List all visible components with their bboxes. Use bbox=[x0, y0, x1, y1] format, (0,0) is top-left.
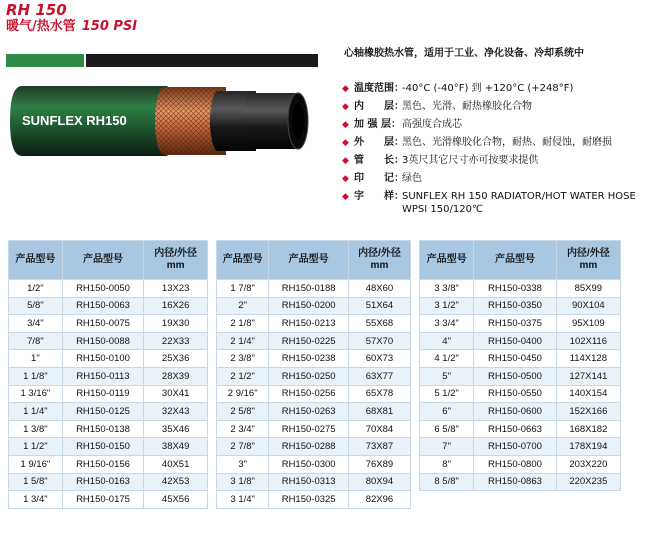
cell-size: 1 3/8" bbox=[9, 420, 63, 438]
cell-size: 5" bbox=[420, 367, 474, 385]
cell-diameter: 28X39 bbox=[144, 367, 208, 385]
cell-model: RH150-0200 bbox=[269, 297, 349, 315]
spec-row bbox=[342, 118, 658, 132]
cell-size: 6" bbox=[420, 403, 474, 421]
column-header-size: 产品型号 bbox=[420, 241, 474, 280]
cell-diameter: 85X99 bbox=[556, 280, 620, 298]
spec-value: SUNFLEX RH 150 RADIATOR/HOT WATER HOSE WPSI 150/120℃ bbox=[402, 191, 636, 215]
cell-diameter: 57X70 bbox=[348, 332, 410, 350]
cell-diameter: 42X53 bbox=[144, 473, 208, 491]
bullet-icon: ◆ bbox=[342, 120, 349, 130]
cell-model: RH150-0075 bbox=[62, 315, 144, 333]
bullet-icon: ◆ bbox=[342, 174, 349, 184]
cell-size: 2 9/16" bbox=[217, 385, 269, 403]
column-header-model: 产品型号 bbox=[269, 241, 349, 280]
table-row bbox=[420, 297, 621, 315]
table-row bbox=[217, 315, 411, 333]
column-header-diameter bbox=[348, 241, 410, 280]
cell-model: RH150-0100 bbox=[62, 350, 144, 368]
table-row bbox=[420, 385, 621, 403]
cell-diameter: 55X68 bbox=[348, 315, 410, 333]
cell-model: RH150-0156 bbox=[62, 455, 144, 473]
spec-label: 加 强 层： bbox=[354, 119, 401, 130]
cell-size: 1 1/4" bbox=[9, 403, 63, 421]
diameter-label: 内径/外径 bbox=[358, 248, 401, 259]
cell-model: RH150-0050 bbox=[62, 280, 144, 298]
table-row bbox=[420, 332, 621, 350]
bullet-icon: ◆ bbox=[342, 192, 349, 202]
subtitle-text: 暖气/热水管 bbox=[6, 19, 76, 34]
cell-size: 2 5/8" bbox=[217, 403, 269, 421]
cell-diameter: 38X49 bbox=[144, 438, 208, 456]
table-row bbox=[217, 332, 411, 350]
diameter-unit: mm bbox=[370, 260, 389, 271]
spec-value: 黑色、光滑、耐热橡胶化合物 bbox=[402, 101, 532, 112]
table-row bbox=[9, 491, 208, 509]
cell-model: RH150-0063 bbox=[62, 297, 144, 315]
cell-model: RH150-0338 bbox=[474, 280, 556, 298]
cell-diameter: 19X30 bbox=[144, 315, 208, 333]
cell-size: 3 1/8" bbox=[217, 473, 269, 491]
cell-diameter: 30X41 bbox=[144, 385, 208, 403]
black-color-swatch bbox=[86, 54, 318, 67]
cell-size: 8" bbox=[420, 455, 474, 473]
cell-size: 2" bbox=[217, 297, 269, 315]
cell-model: RH150-0213 bbox=[269, 315, 349, 333]
cell-model: RH150-0375 bbox=[474, 315, 556, 333]
size-table-2 bbox=[216, 240, 411, 509]
cell-size: 6 5/8" bbox=[420, 420, 474, 438]
cell-diameter: 127X141 bbox=[556, 367, 620, 385]
cell-diameter: 65X78 bbox=[348, 385, 410, 403]
table-row bbox=[9, 297, 208, 315]
column-header-diameter bbox=[144, 241, 208, 280]
cell-model: RH150-0288 bbox=[269, 438, 349, 456]
cell-size: 1 3/4" bbox=[9, 491, 63, 509]
spec-label: 内 层： bbox=[354, 101, 404, 112]
cell-diameter: 220X235 bbox=[556, 473, 620, 491]
table-row bbox=[420, 350, 621, 368]
table-row bbox=[9, 280, 208, 298]
spec-label: 印 记： bbox=[354, 173, 404, 184]
table-row bbox=[9, 420, 208, 438]
cell-diameter: 152X166 bbox=[556, 403, 620, 421]
cell-diameter: 102X116 bbox=[556, 332, 620, 350]
cell-size: 3" bbox=[217, 455, 269, 473]
cell-model: RH150-0600 bbox=[474, 403, 556, 421]
spec-row bbox=[342, 136, 658, 150]
cell-diameter: 32X43 bbox=[144, 403, 208, 421]
column-header-model: 产品型号 bbox=[474, 241, 556, 280]
cell-size: 7" bbox=[420, 438, 474, 456]
cell-diameter: 178X194 bbox=[556, 438, 620, 456]
cell-size: 3 1/2" bbox=[420, 297, 474, 315]
column-header-size: 产品型号 bbox=[217, 241, 269, 280]
cell-size: 2 1/2" bbox=[217, 367, 269, 385]
diameter-label: 内径/外径 bbox=[566, 248, 610, 259]
cell-model: RH150-0150 bbox=[62, 438, 144, 456]
cell-size: 2 7/8" bbox=[217, 438, 269, 456]
table-row bbox=[217, 350, 411, 368]
table-row bbox=[217, 455, 411, 473]
diameter-unit: mm bbox=[579, 260, 598, 271]
cell-size: 2 3/8" bbox=[217, 350, 269, 368]
hose-image bbox=[6, 76, 318, 166]
table-row bbox=[217, 438, 411, 456]
table-row bbox=[420, 367, 621, 385]
bullet-icon: ◆ bbox=[342, 138, 349, 148]
cell-diameter: 68X81 bbox=[348, 403, 410, 421]
cell-size: 8 5/8" bbox=[420, 473, 474, 491]
column-header-size: 产品型号 bbox=[9, 241, 63, 280]
size-table-3 bbox=[419, 240, 621, 491]
product-title: RH 150 bbox=[6, 1, 67, 19]
spec-value: 3英尺其它尺寸亦可按要求提供 bbox=[402, 155, 539, 166]
spec-value: -40°C (-40°F) 到 +120°C (+248°F) bbox=[402, 83, 574, 94]
cell-diameter: 140X154 bbox=[556, 385, 620, 403]
cell-diameter: 35X46 bbox=[144, 420, 208, 438]
cell-diameter: 70X84 bbox=[348, 420, 410, 438]
cell-model: RH150-0313 bbox=[269, 473, 349, 491]
table-row bbox=[217, 473, 411, 491]
cell-diameter: 48X60 bbox=[348, 280, 410, 298]
cell-model: RH150-0500 bbox=[474, 367, 556, 385]
spec-row bbox=[342, 100, 658, 114]
cell-model: RH150-0225 bbox=[269, 332, 349, 350]
spec-label: 外 层： bbox=[354, 137, 404, 148]
table-row bbox=[217, 367, 411, 385]
cell-size: 3 1/4" bbox=[217, 491, 269, 509]
table-row bbox=[217, 420, 411, 438]
cell-model: RH150-0700 bbox=[474, 438, 556, 456]
cell-diameter: 168X182 bbox=[556, 420, 620, 438]
cell-size: 4" bbox=[420, 332, 474, 350]
cell-size: 1 1/2" bbox=[9, 438, 63, 456]
table-row bbox=[217, 297, 411, 315]
table-row bbox=[9, 403, 208, 421]
cell-diameter: 203X220 bbox=[556, 455, 620, 473]
cell-model: RH150-0119 bbox=[62, 385, 144, 403]
spec-value: 高强度合成芯 bbox=[402, 119, 462, 130]
table-row bbox=[217, 385, 411, 403]
cell-model: RH150-0250 bbox=[269, 367, 349, 385]
cell-size: 5/8" bbox=[9, 297, 63, 315]
cell-diameter: 76X89 bbox=[348, 455, 410, 473]
cell-size: 1 9/16" bbox=[9, 455, 63, 473]
cell-model: RH150-0188 bbox=[269, 280, 349, 298]
spec-row bbox=[342, 190, 658, 216]
table-row bbox=[9, 367, 208, 385]
table-row bbox=[9, 385, 208, 403]
diameter-label: 内径/外径 bbox=[154, 248, 198, 259]
cell-model: RH150-0275 bbox=[269, 420, 349, 438]
cell-diameter: 60X73 bbox=[348, 350, 410, 368]
cell-size: 1 5/8" bbox=[9, 473, 63, 491]
spec-value: 绿色 bbox=[402, 173, 422, 184]
cell-size: 1 1/8" bbox=[9, 367, 63, 385]
cell-model: RH150-0450 bbox=[474, 350, 556, 368]
bullet-icon: ◆ bbox=[342, 156, 349, 166]
table-row bbox=[217, 280, 411, 298]
cell-diameter: 73X87 bbox=[348, 438, 410, 456]
cell-size: 1 3/16" bbox=[9, 385, 63, 403]
product-subtitle bbox=[6, 19, 137, 35]
cell-model: RH150-0088 bbox=[62, 332, 144, 350]
cell-size: 2 1/4" bbox=[217, 332, 269, 350]
table-row bbox=[420, 280, 621, 298]
cell-model: RH150-0550 bbox=[474, 385, 556, 403]
cell-model: RH150-0263 bbox=[269, 403, 349, 421]
cell-diameter: 114X128 bbox=[556, 350, 620, 368]
spec-row bbox=[342, 82, 658, 96]
cell-diameter: 51X64 bbox=[348, 297, 410, 315]
cell-diameter: 25X36 bbox=[144, 350, 208, 368]
cell-size: 2 3/4" bbox=[217, 420, 269, 438]
cell-model: RH150-0800 bbox=[474, 455, 556, 473]
cell-diameter: 40X51 bbox=[144, 455, 208, 473]
cell-model: RH150-0163 bbox=[62, 473, 144, 491]
table-row bbox=[420, 315, 621, 333]
spec-value: 黑色、光滑橡胶化合物，耐热、耐侵蚀，耐磨损 bbox=[402, 137, 612, 148]
cell-size: 3 3/4" bbox=[420, 315, 474, 333]
cell-size: 3/4" bbox=[9, 315, 63, 333]
spec-label: 温度范围： bbox=[354, 83, 404, 94]
cell-size: 1/2" bbox=[9, 280, 63, 298]
cell-model: RH150-0125 bbox=[62, 403, 144, 421]
cell-model: RH150-0663 bbox=[474, 420, 556, 438]
table-row bbox=[9, 350, 208, 368]
cell-model: RH150-0238 bbox=[269, 350, 349, 368]
table-row bbox=[420, 455, 621, 473]
cell-diameter: 82X96 bbox=[348, 491, 410, 509]
cell-size: 7/8" bbox=[9, 332, 63, 350]
table-row bbox=[420, 420, 621, 438]
column-header-diameter bbox=[556, 241, 620, 280]
pressure-rating: 150 PSI bbox=[81, 19, 138, 34]
bullet-icon: ◆ bbox=[342, 102, 349, 112]
cell-diameter: 22X33 bbox=[144, 332, 208, 350]
table-row bbox=[9, 332, 208, 350]
cell-diameter: 80X94 bbox=[348, 473, 410, 491]
green-color-swatch bbox=[6, 54, 84, 67]
cell-model: RH150-0256 bbox=[269, 385, 349, 403]
cell-diameter: 63X77 bbox=[348, 367, 410, 385]
cell-model: RH150-0400 bbox=[474, 332, 556, 350]
table-row bbox=[9, 438, 208, 456]
spec-row bbox=[342, 172, 658, 186]
column-header-model: 产品型号 bbox=[62, 241, 144, 280]
size-table-1 bbox=[8, 240, 208, 509]
spec-label: 管 长： bbox=[354, 155, 404, 166]
cell-diameter: 13X23 bbox=[144, 280, 208, 298]
table-row bbox=[420, 438, 621, 456]
spec-label: 字 样： bbox=[354, 191, 404, 202]
table-row bbox=[9, 455, 208, 473]
diameter-unit: mm bbox=[166, 260, 185, 271]
cell-diameter: 90X104 bbox=[556, 297, 620, 315]
hose-print-text: SUNFLEX RH150 bbox=[22, 113, 127, 128]
cell-size: 2 1/8" bbox=[217, 315, 269, 333]
spec-list bbox=[342, 82, 658, 220]
description-headline: 心轴橡胶热水管，适用于工业、净化设备、冷却系统中 bbox=[344, 48, 584, 59]
cell-model: RH150-0325 bbox=[269, 491, 349, 509]
cell-size: 1" bbox=[9, 350, 63, 368]
cell-model: RH150-0350 bbox=[474, 297, 556, 315]
cell-model: RH150-0300 bbox=[269, 455, 349, 473]
cell-model: RH150-0863 bbox=[474, 473, 556, 491]
spec-row bbox=[342, 154, 658, 168]
cell-size: 5 1/2" bbox=[420, 385, 474, 403]
cell-model: RH150-0138 bbox=[62, 420, 144, 438]
cell-diameter: 45X56 bbox=[144, 491, 208, 509]
table-row bbox=[217, 403, 411, 421]
cell-diameter: 95X109 bbox=[556, 315, 620, 333]
cell-size: 1 7/8" bbox=[217, 280, 269, 298]
table-row bbox=[9, 473, 208, 491]
cell-size: 4 1/2" bbox=[420, 350, 474, 368]
cell-model: RH150-0175 bbox=[62, 491, 144, 509]
bullet-icon: ◆ bbox=[342, 84, 349, 94]
cell-size: 3 3/8" bbox=[420, 280, 474, 298]
cell-diameter: 16X26 bbox=[144, 297, 208, 315]
table-row bbox=[420, 403, 621, 421]
table-row bbox=[9, 315, 208, 333]
table-row bbox=[420, 473, 621, 491]
cell-model: RH150-0113 bbox=[62, 367, 144, 385]
table-row bbox=[217, 491, 411, 509]
